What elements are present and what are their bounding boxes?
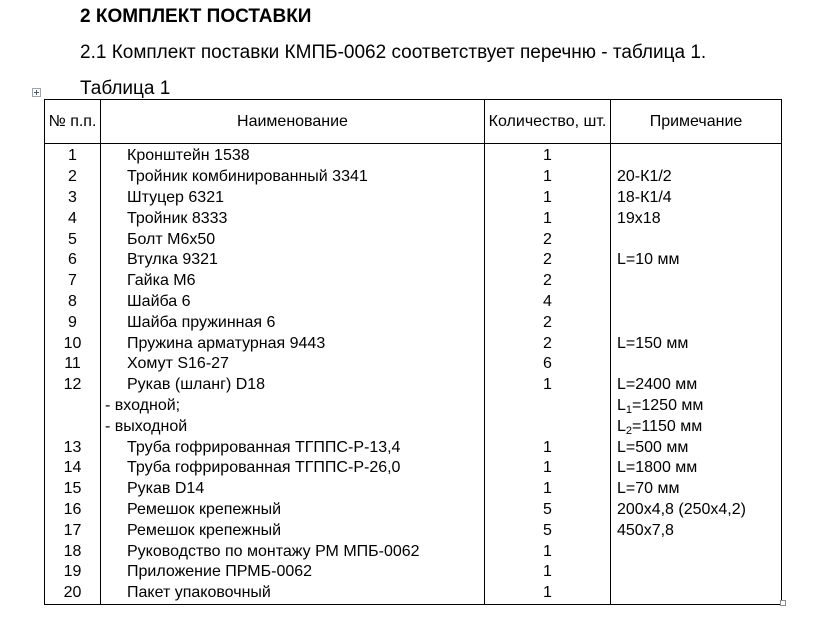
row-quantity: 1 (485, 208, 611, 229)
row-name: Труба гофрированная ТГППС-Р-26,0 (101, 458, 485, 479)
row-note: L=1800 мм (611, 458, 782, 479)
row-note (611, 144, 782, 167)
table-row (45, 375, 782, 396)
table-row (45, 333, 782, 354)
table-row (45, 416, 782, 437)
row-name: Шайба пружинная 6 (101, 312, 485, 333)
row-name: Пружина арматурная 9443 (101, 333, 485, 354)
row-name: Хомут S16-27 (101, 354, 485, 375)
row-quantity: 1 (485, 562, 611, 583)
row-quantity (485, 396, 611, 417)
row-quantity: 1 (485, 583, 611, 604)
row-name: Руководство по монтажу РМ МПБ-0062 (101, 541, 485, 562)
note-prefix: L (617, 396, 626, 414)
table-body (45, 144, 782, 605)
row-number: 19 (45, 562, 101, 583)
row-number: 9 (45, 312, 101, 333)
row-number: 4 (45, 208, 101, 229)
table-header-row (45, 100, 782, 144)
row-note (611, 312, 782, 333)
row-note: 450х7,8 (611, 520, 782, 541)
section-heading: 2 КОМПЛЕКТ ПОСТАВКИ (80, 6, 312, 27)
row-note (611, 292, 782, 313)
row-name: - входной; (101, 396, 485, 417)
table-caption: Таблица 1 (80, 78, 171, 99)
table-row (45, 437, 782, 458)
row-quantity: 1 (485, 375, 611, 396)
table-row (45, 312, 782, 333)
row-note (611, 396, 782, 417)
row-quantity: 1 (485, 167, 611, 188)
row-quantity: 4 (485, 292, 611, 313)
table-row (45, 520, 782, 541)
row-number: 12 (45, 375, 101, 396)
table-move-handle-icon[interactable] (32, 88, 41, 97)
table-row (45, 208, 782, 229)
row-number: 15 (45, 479, 101, 500)
row-note (611, 562, 782, 583)
row-name: - выходной (101, 416, 485, 437)
row-quantity: 5 (485, 520, 611, 541)
row-quantity: 1 (485, 437, 611, 458)
table-row (45, 229, 782, 250)
row-quantity: 2 (485, 312, 611, 333)
row-name: Труба гофрированная ТГППС-Р-13,4 (101, 437, 485, 458)
row-number: 16 (45, 500, 101, 521)
row-number: 11 (45, 354, 101, 375)
row-number (45, 396, 101, 417)
row-note: L=500 мм (611, 437, 782, 458)
delivery-set-table (44, 99, 782, 605)
header-qty: Количество, шт. (485, 100, 611, 144)
row-number: 17 (45, 520, 101, 541)
row-number: 18 (45, 541, 101, 562)
header-name: Наименование (101, 100, 485, 144)
row-number: 13 (45, 437, 101, 458)
row-name: Штуцер 6321 (101, 188, 485, 209)
table-row (45, 144, 782, 167)
row-note: L=150 мм (611, 333, 782, 354)
row-name: Пакет упаковочный (101, 583, 485, 604)
table-row (45, 250, 782, 271)
row-note (611, 229, 782, 250)
row-quantity: 1 (485, 458, 611, 479)
row-note (611, 354, 782, 375)
row-name: Болт М6х50 (101, 229, 485, 250)
table-row (45, 292, 782, 313)
table-row (45, 583, 782, 604)
header-num: № п.п. (45, 100, 101, 144)
note-subscript: 2 (625, 424, 633, 437)
row-name: Ремешок крепежный (101, 500, 485, 521)
row-name: Приложение ПРМБ-0062 (101, 562, 485, 583)
header-note: Примечание (611, 100, 782, 144)
row-quantity: 1 (485, 479, 611, 500)
row-quantity: 2 (485, 333, 611, 354)
row-number: 6 (45, 250, 101, 271)
row-name: Втулка 9321 (101, 250, 485, 271)
row-name: Гайка М6 (101, 271, 485, 292)
row-name: Кронштейн 1538 (101, 144, 485, 167)
row-number: 10 (45, 333, 101, 354)
row-number: 14 (45, 458, 101, 479)
row-number: 3 (45, 188, 101, 209)
row-name: Рукав (шланг) D18 (101, 375, 485, 396)
row-quantity: 1 (485, 541, 611, 562)
row-note (611, 583, 782, 604)
note-suffix: =1150 мм (632, 417, 703, 435)
row-quantity: 2 (485, 271, 611, 292)
row-name: Тройник комбинированный 3341 (101, 167, 485, 188)
row-quantity: 2 (485, 250, 611, 271)
intro-paragraph: 2.1 Комплект поставки КМПБ-0062 соответствует перечню - таблица 1. (80, 42, 707, 63)
row-quantity (485, 416, 611, 437)
row-number: 7 (45, 271, 101, 292)
row-name: Ремешок крепежный (101, 520, 485, 541)
table-row (45, 396, 782, 417)
note-prefix: L (617, 417, 626, 435)
table-row (45, 354, 782, 375)
row-name: Рукав D14 (101, 479, 485, 500)
table-row (45, 562, 782, 583)
row-note: 18-К1/4 (611, 188, 782, 209)
table-row (45, 541, 782, 562)
note-subscript: 1 (625, 403, 633, 416)
row-number: 2 (45, 167, 101, 188)
note-suffix: =1250 мм (632, 396, 704, 414)
row-note: L=10 мм (611, 250, 782, 271)
row-note (611, 416, 782, 437)
table-row (45, 500, 782, 521)
row-note: L=70 мм (611, 479, 782, 500)
row-note: 20-К1/2 (611, 167, 782, 188)
table-row (45, 188, 782, 209)
table-row (45, 167, 782, 188)
row-quantity: 6 (485, 354, 611, 375)
row-number: 1 (45, 144, 101, 167)
row-quantity: 2 (485, 229, 611, 250)
row-name: Тройник 8333 (101, 208, 485, 229)
row-name: Шайба 6 (101, 292, 485, 313)
row-note (611, 541, 782, 562)
row-number (45, 416, 101, 437)
table-resize-handle-icon[interactable] (780, 600, 786, 606)
row-note: 200х4,8 (250х4,2) (611, 500, 782, 521)
row-quantity: 5 (485, 500, 611, 521)
row-note (611, 271, 782, 292)
row-quantity: 1 (485, 144, 611, 167)
row-number: 8 (45, 292, 101, 313)
row-note: L=2400 мм (611, 375, 782, 396)
table-row (45, 458, 782, 479)
row-number: 20 (45, 583, 101, 604)
table-row (45, 271, 782, 292)
row-number: 5 (45, 229, 101, 250)
row-quantity: 1 (485, 188, 611, 209)
table-row (45, 479, 782, 500)
row-note: 19х18 (611, 208, 782, 229)
